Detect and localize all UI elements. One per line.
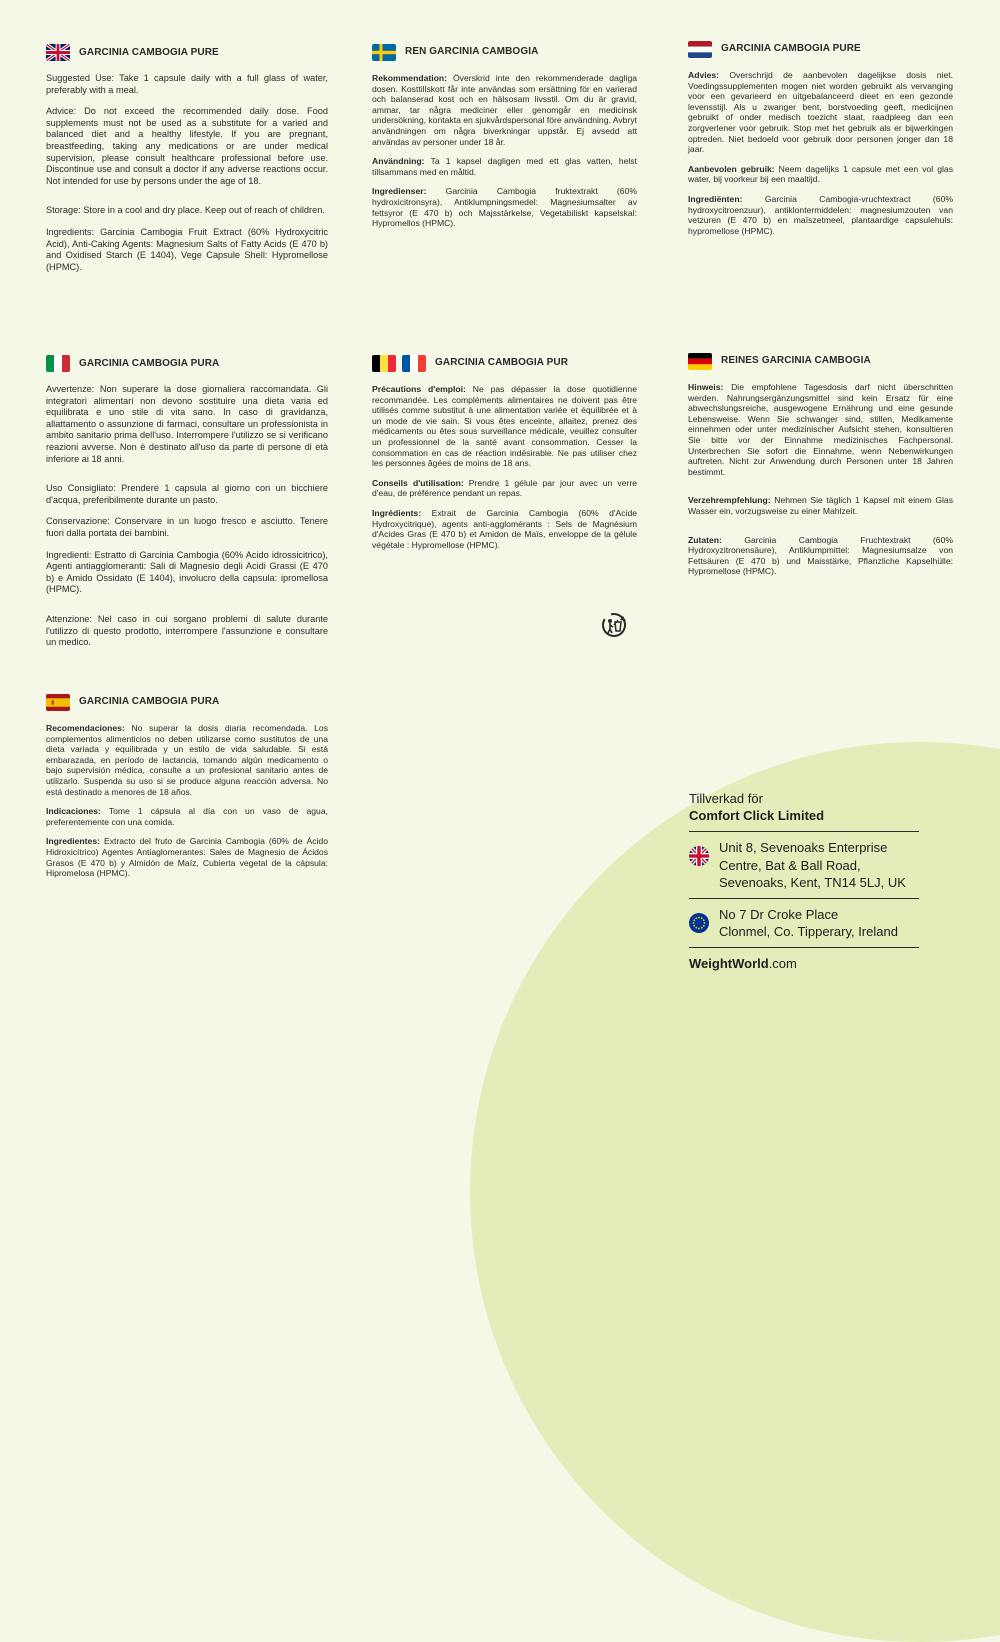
ingredients-body: Garcinia Cambogia Fruchtextrakt (60% Hydroxyzitronensäure), Antiklumpmittel: Magnesiumsalze von Fettsäuren (E 470 b) und Maisstärke, Pflanzliche Kapselhülle: Hypromellose (HPMC). (688, 534, 953, 577)
ingredients-text: Ingredients: Garcinia Cambogia Fruit Extract (60% Hydroxycitric Acid), Anti-Caking Agents: Magnesium Salts of Fatty Acids (E 470 b) and Oxidised Starch (E 1404), Vege Capsule Shell: Hypromellose (HPMC). (46, 226, 328, 272)
ingredients-body: Garcinia Cambogia fruktextrakt (60% hydroxicitronsyra), Antiklumpningsmedel: Magnesiumsalter av fettsyror (E 470 b) och Majsstärkelse, Vegetabiliskt kapselskal: Hypromellos (HPMC). (372, 186, 637, 229)
section-header (372, 355, 637, 372)
usage-text (688, 495, 953, 516)
section-title: REINES GARCINIA CAMBOGIA (721, 355, 871, 367)
section-header (688, 41, 953, 58)
usage-body: Neem dagelijks 1 capsule met een vol glas water, bij voorkeur bij een maaltijd. (688, 163, 954, 185)
section-swedish (372, 44, 637, 238)
section-dutch (688, 41, 953, 245)
ingredients-body: Extrait de Garcinia Cambogia (60% d'Acide Hydroxycitrique), agents anti-agglomérants : Sels de Magnésium d'Acides Gras (E 470 b) et Amidon de Maïs, enveloppe de la gélule végétale : Hypromellose (HPMC). (372, 507, 637, 550)
ingredients-body: Garcinia Cambogia-vruchtextract (60% hydroxycitroenzuur), antiklontermiddelen: magnesiumzouten van vetzuren (E 470 b) en maïszetmeel, plantaardige capsulehuls: hypromellose (HPMC). (688, 193, 953, 236)
section-title: GARCINIA CAMBOGIA PURE (721, 43, 861, 55)
section-italian (46, 355, 328, 659)
recommendation-body: Överskrid inte den rekommenderade dagliga dosen. Kosttillskott får inte användas som ersättning för en varierad och balanserad kost och en hälsosam livsstil. Om du är gravid, ammar, tar några mediciner eller genomgår en medicinsk undersökning, kontakta en sjukvårdspersonal före användning. Avbryt användningen om några biverkningar uppstår. Ej avsedd att användas av personer under 18 år. (372, 73, 637, 147)
france-flag-icon (402, 355, 426, 372)
uk-address-line: Centre, Bat & Ball Road, (719, 857, 861, 873)
ingredients-text: Ingredienti: Estratto di Garcinia Cambogia (60% Acido idrossicitrico), Agenti antiagglomeranti: Sali di Magnesio degli Acidi Grassi (E 470 b) e Amido Ossidato (E 1404), involucro della capsula: ipromellosa (HPMC). (46, 549, 328, 595)
ingredients-label: Ingrediënten: (688, 193, 743, 204)
divider (689, 947, 919, 948)
usage-text (372, 156, 637, 177)
sweden-flag-icon (372, 44, 396, 61)
section-header (46, 694, 328, 711)
uk-address (719, 839, 906, 892)
recommendation-label: Rekommendation: (372, 73, 447, 83)
recommendation-text (372, 73, 637, 147)
usage-label: Aanbevolen gebruik: (688, 163, 775, 174)
indications-label: Indicaciones: (46, 806, 101, 817)
ireland-address-line: Clonmel, Co. Tipperary, Ireland (719, 924, 898, 939)
section-french (372, 355, 637, 559)
hint-label: Hinweis: (688, 382, 724, 392)
precautions-body: Ne pas dépasser la dose quotidienne recommandée. Les compléments alimentaires ne doivent pas être utilisés comme substitut à une alimentation variée et équilibrée et à un mode de vie sain. Si vous êtes enceinte, allaitez, prenez des médicaments ou êtes sous surveillance médicale, veuillez consulter un professionnel de la santé avant consommation. Cesser la consommation en cas de réaction indésirable. Ne pas utiliser chez les personnes âgées de moins de 18 ans. (372, 384, 637, 469)
advice-text: Advice: Do not exceed the recommended daily dose. Food supplements must not be used as a substitute for a varied and balanced diet and a healthy lifestyle. If you are pregnant, breastfeeding, taking any medications or are under medical supervision, please consult healthcare professional before use. Discontinue use and consult a doctor if any adverse reactions occur. Not intended for use by persons under the age of 18. (46, 106, 328, 186)
ingredients-body: Extracto del fruto de Garcinia Cambogia (60% de Ácido Hidroxicítrico) Agentes Antiaglomerantes: Sales de Magnesio de Ácidos Grasos (E 470 b) y Almidón de Maíz, Cubierta vegetal de la cápsula: Hipromelosa (HPMC). (46, 836, 328, 879)
storage-text: Storage: Store in a cool and dry place. Keep out of reach of children. (46, 205, 325, 216)
uk-flag-icon (46, 44, 70, 61)
section-english (46, 44, 328, 283)
usage-text: Uso Consigliato: Prendere 1 capsula al giorno con un bicchiere d'acqua, preferibilmente durante un pasto. (46, 483, 328, 505)
section-title: GARCINIA CAMBOGIA PURA (79, 357, 220, 369)
ingredients-label: Ingredienser: (372, 186, 427, 197)
ingredients-text (688, 535, 953, 577)
suggested-use-text: Suggested Use: Take 1 capsule daily with a full glass of water, preferably with a meal. (46, 73, 328, 95)
section-german (688, 353, 953, 586)
usage-label: Användning: (372, 156, 425, 167)
ingredients-text (688, 194, 953, 236)
section-title: GARCINIA CAMBOGIA PUR (435, 357, 569, 369)
ireland-address (719, 906, 898, 941)
usage-label: Verzehrempfehlung: (688, 495, 771, 506)
uk-address-line: Sevenoaks, Kent, TN14 5LJ, UK (719, 875, 906, 890)
made-for-label: Tillverkad för (689, 791, 763, 806)
uk-address-line: Unit 8, Sevenoaks Enterprise (719, 840, 888, 855)
usage-body: Prendre 1 gélule par jour avec un verre d'eau, de préférence pendant un repas. (372, 477, 637, 499)
triman-recycling-icon (599, 610, 629, 640)
ingredients-text (46, 836, 328, 878)
website-suffix: .com (768, 955, 797, 971)
ingredients-text (372, 508, 637, 550)
usage-body: Ta 1 kapsel dagligen med ett glas vatten, helst tillsammans med en måltid. (372, 156, 637, 177)
recommendations-label: Recomendaciones: (46, 723, 125, 733)
ireland-address-row (689, 899, 929, 947)
usage-label: Conseils d'utilisation: (372, 477, 464, 488)
precautions-label: Précautions d'emploi: (372, 384, 466, 394)
section-spanish (46, 694, 328, 888)
section-header (46, 44, 328, 61)
ingredients-text (372, 186, 637, 228)
advice-text (688, 70, 953, 155)
section-header (688, 353, 953, 370)
indications-body: Tome 1 cápsula al día con un vaso de agua, preferentemente con una comida. (46, 806, 328, 827)
recommendations-body: No superar la dosis diaria recomendada. Los complementos alimenticios no deben utilizarse como sustitutos de una dieta variada y equilibrada y un estilo de vida saludable. Si está embarazada, en período de lactancia, tomando algún medicamento o bajo supervisión médica, consulte a un profesional sanitario antes de utilizarlo. Suspenda su uso si se produce alguna reacción adversa. No está destinado a menores de 18 años. (46, 723, 328, 797)
advice-body: Overschrijd de aanbevolen dagelijkse dosis niet. Voedingssupplementen mogen niet worden gebruikt als vervanging voor een gevarieerd en uitgebalanceerd dieet en een gezonde levensstijl. Als u zwanger bent, borstvoeding geeft, medicijnen gebruikt of onder medisch toezicht staat, raadpleeg dan een zorgverlener voor gebruik. Stop met het gebruik als er bijwerkingen optreden. Niet bedoeld voor gebruik door personen jonger dan 18 jaar. (688, 70, 953, 155)
advice-label: Advies: (688, 70, 720, 80)
usage-body: Nehmen Sie täglich 1 Kapsel mit einem Glas Wasser ein, vorzugsweise zu einer Mahlzeit. (688, 495, 953, 516)
hint-text (688, 382, 953, 477)
manufacturer-address-block (689, 790, 929, 971)
belgium-flag-icon (372, 355, 396, 372)
italy-flag-icon (46, 355, 70, 372)
section-header (46, 355, 328, 372)
ireland-address-line: No 7 Dr Croke Place (719, 906, 839, 922)
netherlands-flag-icon (688, 41, 712, 58)
section-title: GARCINIA CAMBOGIA PURE (79, 46, 219, 58)
recommendations-text (46, 723, 328, 797)
precautions-text (372, 384, 637, 469)
website (689, 956, 929, 971)
section-title: GARCINIA CAMBOGIA PURA (79, 696, 220, 708)
usage-text (688, 164, 953, 185)
ingredients-label: Ingrédients: (372, 507, 422, 518)
section-title: REN GARCINIA CAMBOGIA (405, 46, 539, 58)
company-name: Comfort Click Limited (689, 808, 825, 823)
warning-text: Avvertenze: Non superare la dose giornaliera raccomandata. Gli integratori alimentari non devono sostituire una dieta varia ed equilibrata e uno stile di vita sano. In caso di gravidanza, allattamento o assunzione di farmaci, consultare un professionista in ambito sanitario prima dell'uso. Interrompere l'utilizzo se si verificano reazioni avverse. Non è destinato all'uso da parte di persone di età inferiore ai 18 anni. (46, 384, 328, 464)
storage-text: Conservazione: Conservare in un luogo fresco e asciutto. Tenere fuori dalla portata dei bambini. (46, 516, 328, 538)
ingredients-label: Zutaten: (688, 534, 722, 545)
ingredients-label: Ingredientes: (46, 836, 100, 847)
section-header (372, 44, 637, 61)
usage-text (372, 478, 637, 499)
spain-flag-icon (46, 694, 70, 711)
uk-address-row (689, 832, 929, 898)
uk-flag-icon (689, 846, 709, 866)
attention-text: Attenzione: Nel caso in cui sorgano problemi di salute durante l'utilizzo di questo prodotto, interrompere l'assunzione e consultare un medico. (46, 613, 328, 648)
indications-text (46, 806, 328, 827)
eu-flag-icon (689, 913, 709, 933)
website-brand: WeightWorld (689, 955, 769, 971)
hint-body: Die empfohlene Tagesdosis darf nicht überschritten werden. Nahrungsergänzungsmittel sind kein Ersatz für eine abwechslungsreiche, ausgewogene Ernährung und eine gesunde Lebensweise. Wenn Sie schwanger sind, stillen, Medikamente einnehmen oder unter medizinischer Aufsicht stehen, konsultieren Sie bitte vor der Einnahme medizinisches Fachpersonal. Unterbrechen Sie sofort die Einnahme, wenn Nebenwirkungen auftreten. Nicht zur Anwendung durch Personen unter 18 Jahren bestimmt. (688, 382, 953, 477)
germany-flag-icon (688, 353, 712, 370)
